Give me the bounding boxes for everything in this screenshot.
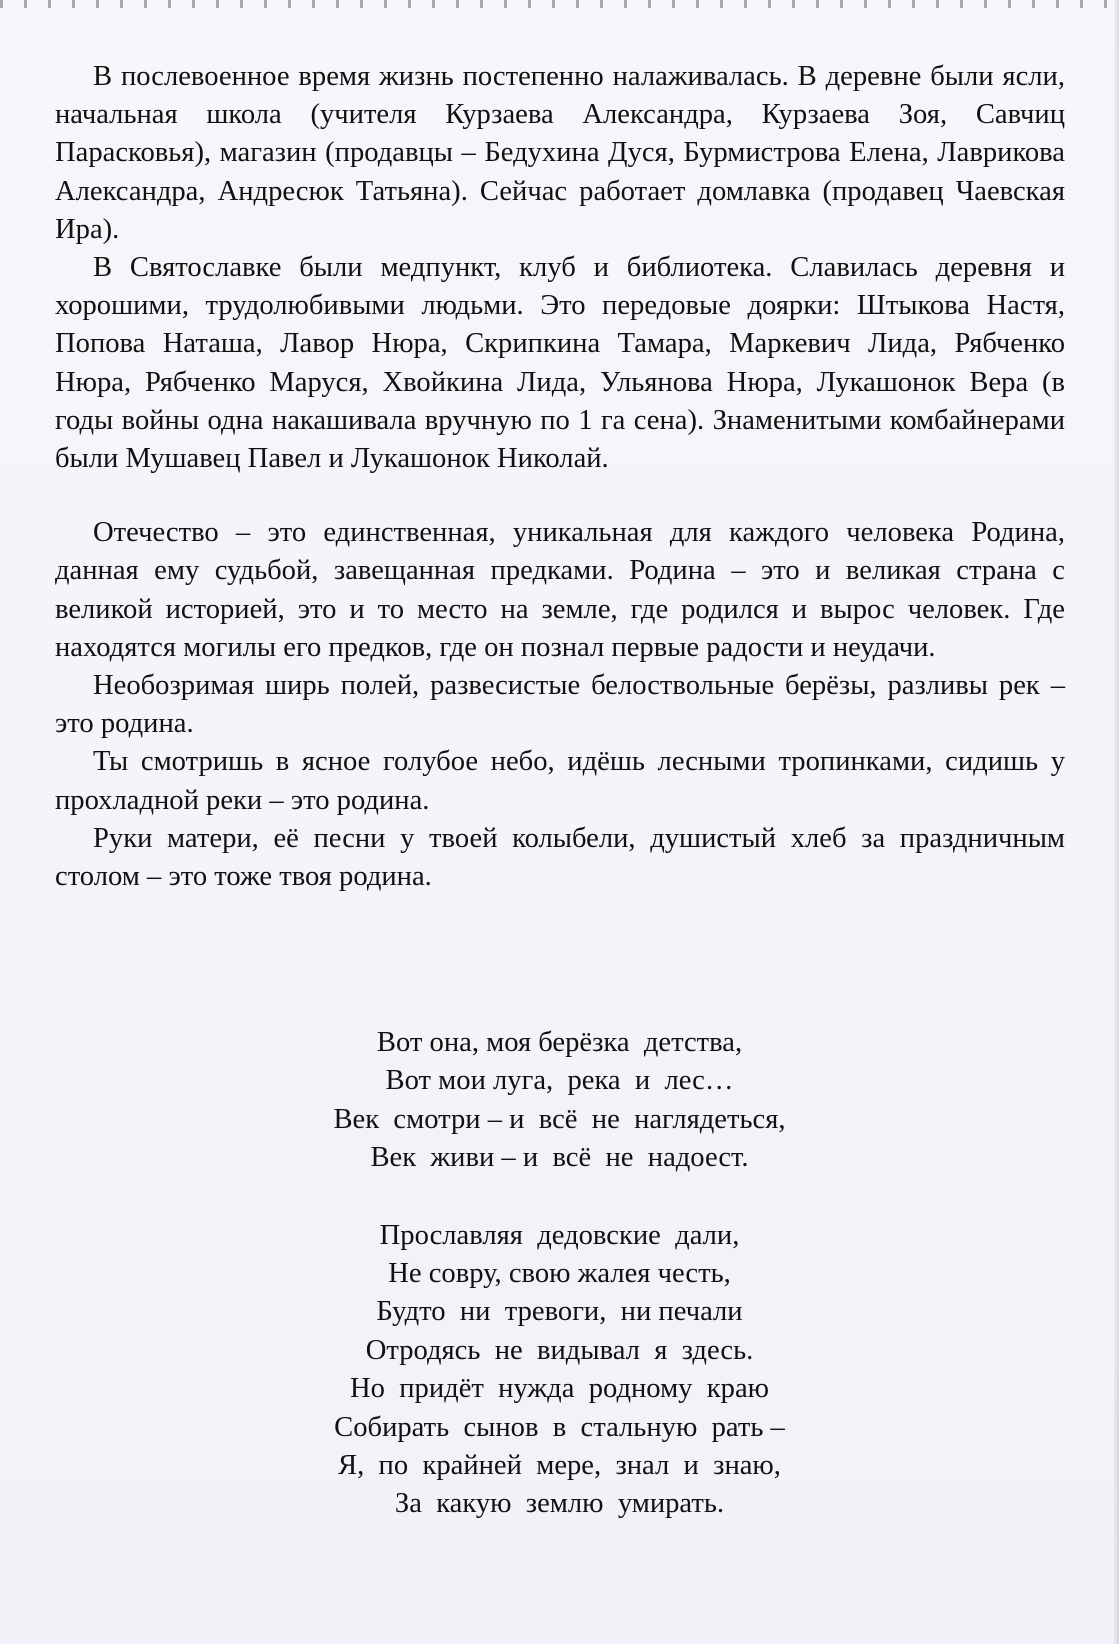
poem-line: Я, по крайней мере, знал и знаю, xyxy=(338,1450,781,1482)
poem-line: Но придёт нужда родному краю xyxy=(350,1373,769,1405)
poem-stanza-2 xyxy=(0,1217,1119,1524)
poem-line: Век живи – и всё не надоест. xyxy=(370,1142,749,1174)
scan-top-edge xyxy=(0,0,1119,8)
poem-line: Не совру, свою жалея честь, xyxy=(388,1258,731,1290)
section-gap xyxy=(55,478,1065,514)
poem-line: Вот мои луга, река и лес… xyxy=(385,1065,734,1097)
poem-stanza-1 xyxy=(0,1024,1119,1178)
poem-line: За какую землю умирать. xyxy=(394,1488,725,1520)
poem-line: Век смотри – и всё не наглядеться, xyxy=(333,1103,786,1135)
poem-line: Вот она, моя берёзка детства, xyxy=(376,1027,743,1058)
poem xyxy=(0,1024,1119,1563)
paragraph-postwar-life: В послевоенное время жизнь постепенно налаживалась. В деревне были ясли, начальная школа (учителя Курзаева Александра, Курзаева Зоя, Савчиц Парасковья), магазин (продавцы – Бедухина Дуся, Бурмистрова Елена, Лаврикова Александра, Андресюк Татьяна). Сейчас работает домлавка (продавец Чаевская Ира). xyxy=(55,61,1065,245)
poem-line: Прославляя дедовские дали, xyxy=(379,1219,740,1251)
paragraph-fields: Необозримая ширь полей, развесистые белоствольные берёзы, разливы рек – это родина. xyxy=(55,670,1065,740)
poem-line: Собирать сынов в стальную рать – xyxy=(334,1411,785,1443)
paragraph-sviatoslavka-people: В Святославке были медпункт, клуб и библиотека. Славилась деревня и хорошими, трудолюбивыми людьми. Это передовые доярки: Штыкова Настя, Попова Наташа, Лавор Нюра, Скрипкина Тамара, Маркевич Лида, Рябченко Нюра, Рябченко Маруся, Хвойкина Лида, Ульянова Нюра, Лукашонок Вера (в годы войны одна накашивала вручную по 1 га сена). Знаменитыми комбайнерами были Мушавец Павел и Лукашонок Николай. xyxy=(55,252,1065,475)
paragraph-mother: Руки матери, её песни у твоей колыбели, душистый хлеб за праздничным столом – это тоже твоя родина. xyxy=(55,822,1065,893)
poem-line: Будто ни тревоги, ни печали xyxy=(376,1296,743,1328)
poem-line: Отродясь не видывал я здесь. xyxy=(365,1334,754,1366)
paragraph-sky: Ты смотришь в ясное голубое небо, идёшь лесными тропинками, сидишь у прохладной реки – это родина. xyxy=(55,746,1065,816)
prose-body xyxy=(55,58,1065,896)
paragraph-fatherland: Отечество – это единственная, уникальная для каждого человека Родина, данная ему судьбой, завещанная предками. Родина – это и великая страна с великой историей, это и то место на земле, где родился и вырос человек. Где находятся могилы его предков, где он познал первые радости и неудачи. xyxy=(55,517,1065,663)
